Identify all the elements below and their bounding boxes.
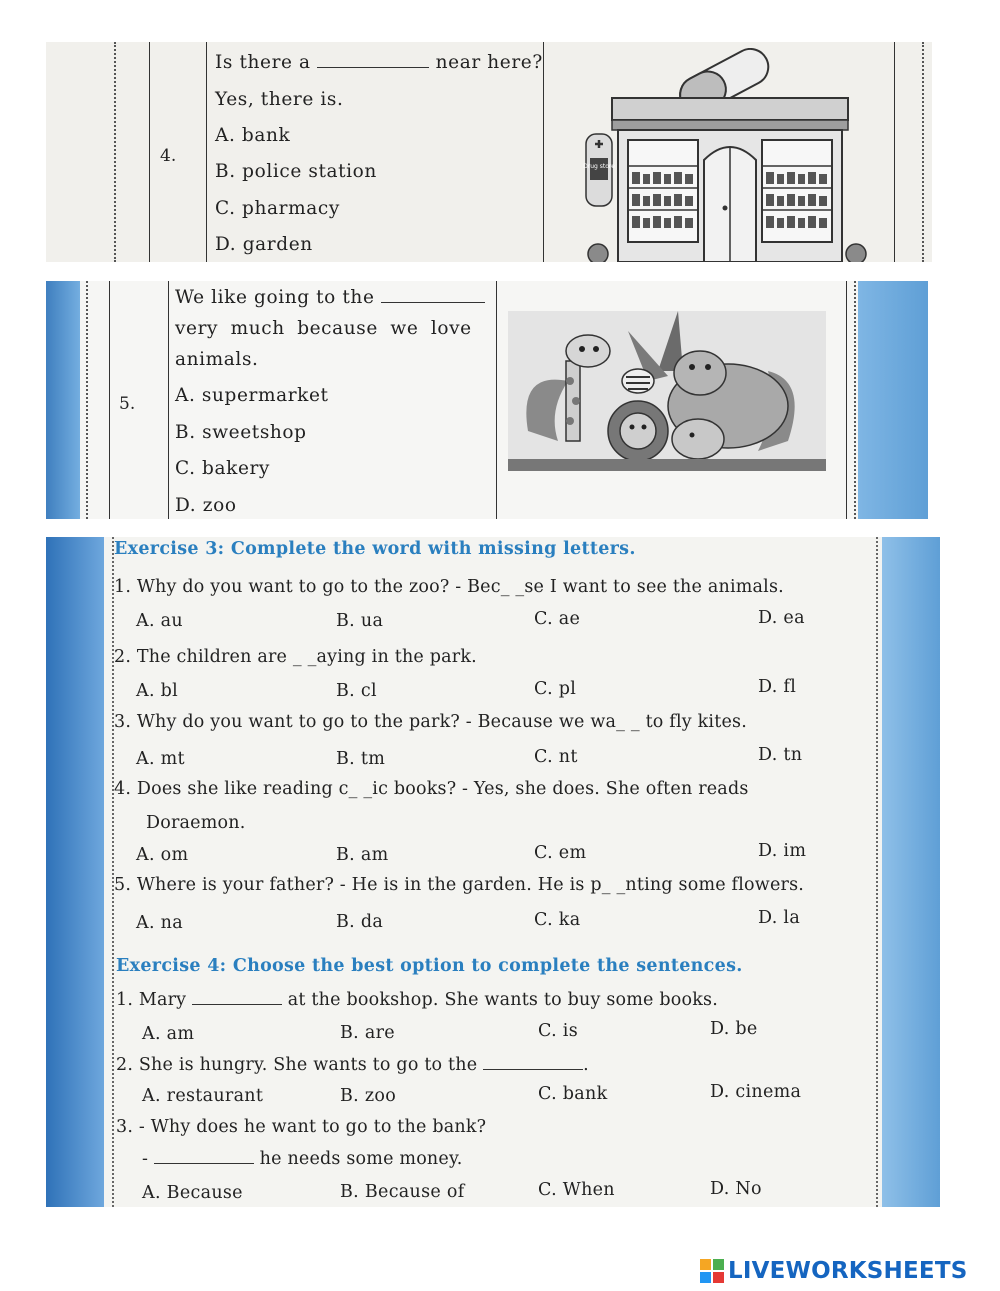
ex4-q3-option-d[interactable]: D. No <box>710 1179 762 1199</box>
ex4-q2-option-a[interactable]: A. restaurant <box>142 1086 264 1106</box>
table-border <box>168 281 169 519</box>
page-edge-right <box>882 537 940 1207</box>
option-c[interactable]: C. pharmacy <box>215 198 340 219</box>
question-line-2: very much because we love <box>175 318 472 339</box>
ex3-question-4-continued: Doraemon. <box>146 813 246 833</box>
table-border <box>496 281 497 519</box>
liveworksheets-logo-icon <box>700 1259 724 1283</box>
ex3-q2-option-b[interactable]: B. cl <box>336 681 377 701</box>
option-d[interactable]: D. garden <box>215 234 313 255</box>
ex3-q1-option-b[interactable]: B. ua <box>336 611 384 631</box>
answer-blank[interactable] <box>483 1057 583 1070</box>
ex3-question-3: 3. Why do you want to go to the park? - Because we wa_ _ to fly kites. <box>114 712 747 732</box>
zoo-animals-illustration <box>508 311 826 471</box>
ex3-question-2: 2. The children are _ _aying in the park. <box>114 647 477 667</box>
ex3-q5-option-b[interactable]: B. da <box>336 912 384 932</box>
table-border <box>846 281 847 519</box>
exercises-panel <box>46 537 940 1207</box>
ex3-q5-option-a[interactable]: A. na <box>136 913 183 933</box>
table-border <box>149 42 150 262</box>
ex3-q2-option-d[interactable]: D. fl <box>758 677 797 697</box>
answer-blank[interactable] <box>317 53 429 68</box>
logo-text: LIVEWORKSHEETS <box>728 1258 968 1284</box>
ex3-q2-option-c[interactable]: C. pl <box>534 679 577 699</box>
table-border <box>543 42 544 262</box>
table-border <box>894 42 895 262</box>
ex3-q4-option-b[interactable]: B. am <box>336 845 389 865</box>
question-line-1 <box>215 52 543 73</box>
option-b[interactable]: B. police station <box>215 161 377 182</box>
question-5-panel <box>46 281 928 519</box>
ex3-q5-option-c[interactable]: C. ka <box>534 910 581 930</box>
ex4-q3-option-b[interactable]: B. Because of <box>340 1182 465 1202</box>
margin-divider <box>114 42 116 262</box>
option-a[interactable]: A. bank <box>215 125 291 146</box>
ex3-q1-option-d[interactable]: D. ea <box>758 608 805 628</box>
ex4-q3-option-a[interactable]: A. Because <box>142 1183 243 1203</box>
question-text: - <box>142 1149 149 1169</box>
ex3-question-1: 1. Why do you want to go to the zoo? - Bec_ _se I want to see the animals. <box>114 577 784 597</box>
question-line-3: animals. <box>175 349 259 370</box>
answer-blank[interactable] <box>381 288 485 303</box>
question-number: 5. <box>119 394 136 414</box>
page-edge-right <box>858 281 928 519</box>
option-d[interactable]: D. zoo <box>175 495 237 516</box>
ex3-q3-option-a[interactable]: A. mt <box>136 749 185 769</box>
ex3-q4-option-c[interactable]: C. em <box>534 843 587 863</box>
ex3-q3-option-c[interactable]: C. nt <box>534 747 578 767</box>
ex3-q1-option-c[interactable]: C. ae <box>534 609 581 629</box>
ex4-q1-option-a[interactable]: A. am <box>142 1024 195 1044</box>
ex4-q2-option-b[interactable]: B. zoo <box>340 1086 397 1106</box>
page-edge-left <box>46 281 80 519</box>
question-text: 1. Mary <box>116 990 187 1010</box>
margin-divider <box>876 537 878 1207</box>
liveworksheets-logo[interactable] <box>700 1257 967 1285</box>
exercise-4-title: Exercise 4: Choose the best option to complete the sentences. <box>116 956 743 976</box>
table-border <box>109 281 110 519</box>
ex4-question-3-continued <box>142 1149 463 1169</box>
ex3-q5-option-d[interactable]: D. la <box>758 908 801 928</box>
answer-line: Yes, there is. <box>215 89 344 110</box>
page-edge-left <box>46 537 104 1207</box>
question-text: Is there a <box>215 52 311 73</box>
answer-blank[interactable] <box>154 1151 254 1164</box>
ex4-question-1 <box>116 990 718 1010</box>
question-line-1 <box>175 287 485 308</box>
ex4-question-3: 3. - Why does he want to go to the bank? <box>116 1117 487 1137</box>
ex3-q1-option-a[interactable]: A. au <box>136 611 183 631</box>
question-text: 2. She is hungry. She wants to go to the <box>116 1055 478 1075</box>
ex4-q1-option-b[interactable]: B. are <box>340 1023 395 1043</box>
margin-divider <box>112 537 114 1207</box>
ex3-question-5: 5. Where is your father? - He is in the garden. He is p_ _nting some flowers. <box>114 875 805 895</box>
question-text: at the bookshop. She wants to buy some books. <box>287 990 718 1010</box>
ex3-question-4: 4. Does she like reading c_ _ic books? - Yes, she does. She often reads <box>114 779 749 799</box>
option-b[interactable]: B. sweetshop <box>175 422 307 443</box>
margin-divider <box>854 281 856 519</box>
ex4-q3-option-c[interactable]: C. When <box>538 1180 615 1200</box>
ex3-q4-option-d[interactable]: D. im <box>758 841 807 861</box>
ex4-q2-option-c[interactable]: C. bank <box>538 1084 608 1104</box>
question-4-panel <box>46 42 932 262</box>
ex4-q1-option-c[interactable]: C. is <box>538 1021 578 1041</box>
ex4-question-2 <box>116 1055 589 1075</box>
answer-blank[interactable] <box>192 992 282 1005</box>
question-text: . <box>583 1055 589 1075</box>
table-border <box>206 42 207 262</box>
question-number: 4. <box>160 146 177 166</box>
margin-divider <box>922 42 924 262</box>
margin-divider <box>86 281 88 519</box>
pharmacy-illustration <box>582 48 872 262</box>
ex3-q4-option-a[interactable]: A. om <box>136 845 189 865</box>
question-text: We like going to the <box>175 287 375 308</box>
ex3-q3-option-d[interactable]: D. tn <box>758 745 803 765</box>
exercise-3-title: Exercise 3: Complete the word with missing letters. <box>114 539 636 559</box>
drug-store-sign-text: Drug store <box>583 163 615 170</box>
option-a[interactable]: A. supermarket <box>175 385 329 406</box>
option-c[interactable]: C. bakery <box>175 458 270 479</box>
ex4-q2-option-d[interactable]: D. cinema <box>710 1082 802 1102</box>
question-text: near here? <box>435 52 543 73</box>
ex3-q2-option-a[interactable]: A. bl <box>136 681 179 701</box>
ex3-q3-option-b[interactable]: B. tm <box>336 749 386 769</box>
ex4-q1-option-d[interactable]: D. be <box>710 1019 758 1039</box>
question-text: he needs some money. <box>259 1149 463 1169</box>
